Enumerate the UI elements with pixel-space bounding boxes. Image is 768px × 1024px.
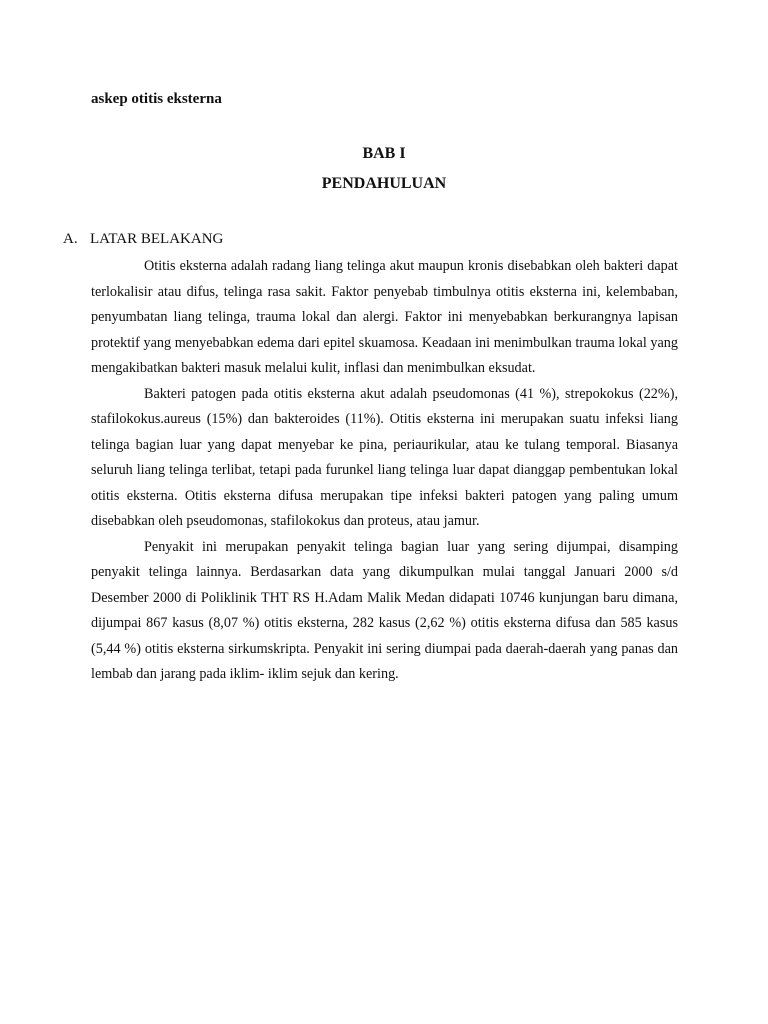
section-heading	[63, 231, 223, 248]
paragraph: Penyakit ini merupakan penyakit telinga bagian luar yang sering dijumpai, disamping penyakit telinga lainnya. Berdasarkan data yang dikumpulkan mulai tanggal Januari 2000 s/d Desember 2000 di Poliklinik THT RS H.Adam Malik Medan didapati 10746 kunjungan baru dimana, dijumpai 867 kasus (8,07 %) otitis eksterna, 282 kasus (2,62 %) otitis eksterna difusa dan 585 kasus (5,44 %) otitis eksterna sirkumskripta. Penyakit ini sering diumpai pada daerah-daerah yang panas dan lembab dan jarang pada iklim- iklim sejuk dan kering.	[91, 538, 678, 682]
chapter-number: BAB I	[362, 145, 406, 162]
document-title: askep otitis eksterna	[91, 91, 222, 107]
paragraph: Otitis eksterna adalah radang liang telinga akut maupun kronis disebabkan oleh bakteri dapat terlokalisir atau difus, telinga rasa sakit. Faktor penyebab timbulnya otitis eksterna ini, kelembaban, penyumbatan liang telinga, trauma lokal dan alergi. Faktor ini menyebabkan berkurangnya lapisan protektif yang menyebabkan edema dari epitel skuamosa. Keadaan ini menimbulkan trauma lokal yang mengakibatkan bakteri masuk melalui kulit, inflasi dan menimbulkan eksudat.	[91, 258, 678, 376]
paragraph: Bakteri patogen pada otitis eksterna akut adalah pseudomonas (41 %), strepokokus (22%), stafilokokus.aureus (15%) dan bakteroides (11%). Otitis eksterna ini merupakan suatu infeksi liang telinga bagian luar yang dapat menyebar ke pina, periaurikular, atau ke tulang temporal. Biasanya seluruh liang telinga terlibat, tetapi pada furunkel liang telinga luar dapat dianggap pembentukan lokal otitis eksterna. Otitis eksterna difusa merupakan tipe infeksi bakteri patogen yang paling umum disebabkan oleh pseudomonas, stafilokokus dan proteus, atau jamur.	[91, 385, 678, 529]
chapter-title: PENDAHULUAN	[321, 175, 447, 192]
section-letter: A.	[63, 231, 78, 247]
section-title: LATAR BELAKANG	[90, 231, 224, 247]
body-text	[91, 254, 678, 688]
